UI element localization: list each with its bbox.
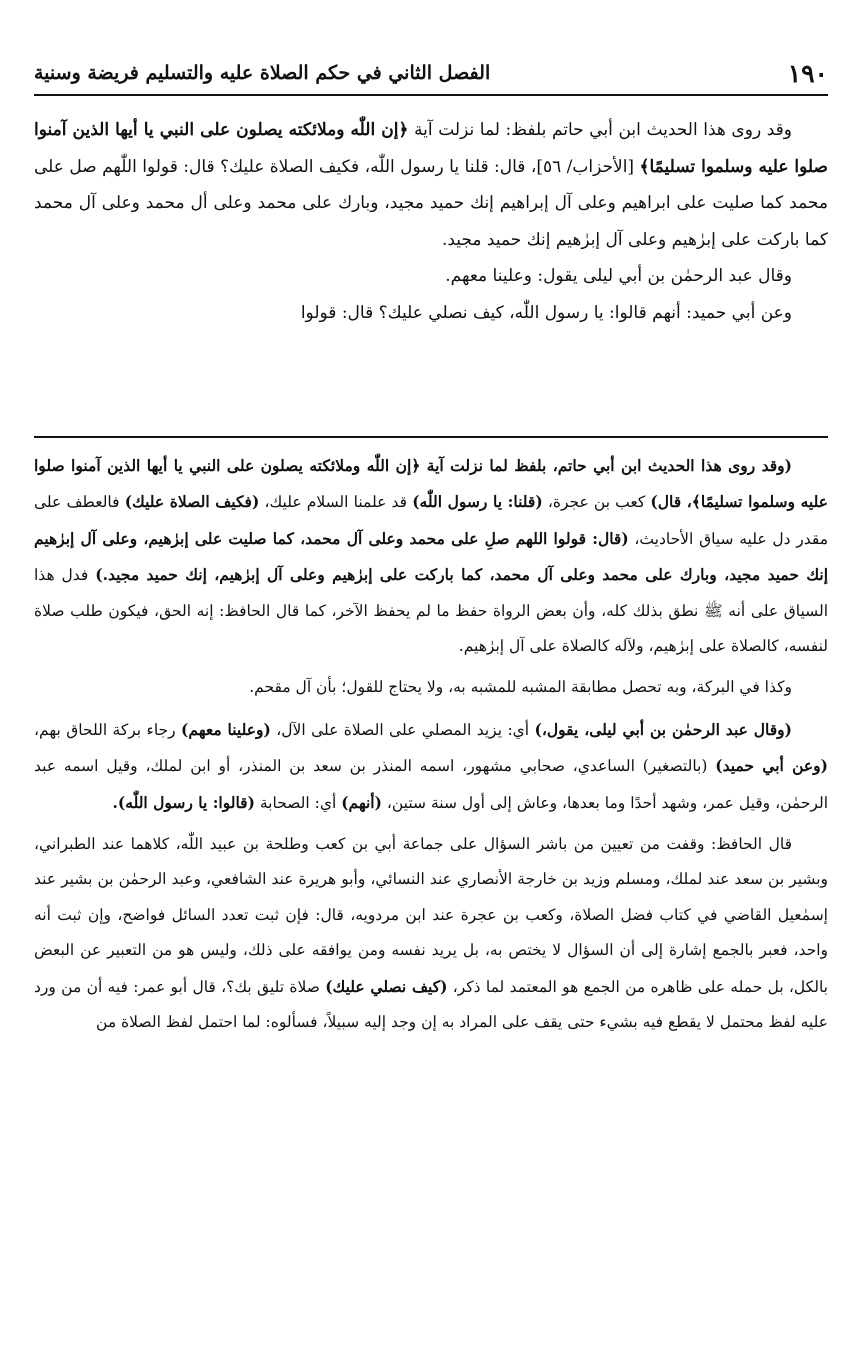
quoted-matn: (قال: قولوا اللهم صلِ على محمد وعلى آل محمد، كما صليت على إبرٰهيم، وعلى آل إبرٰهيم إنك حميد مجيد، وبارك على محمد وعلى آل محمد، كما باركت على إبرٰهيم وعلى آل إبرٰهيم، إنك حميد مجيد.) [34,528,829,585]
quoted-matn: (قالوا: يا رسول اللّٰه). [112,792,255,812]
quran-verse: ﴿إن اللّٰه وملائكته يصلون على النبي يا أيها الذين آمنوا صلوا عليه وسلموا تسليمًا﴾ [34,120,828,177]
commentary-paragraph [34,448,828,664]
commentary-paragraph: وكذا في البركة، وبه تحصل مطابقة المشبه للمشبه به، ولا يحتاج للقول؛ بأن آل مقحم. [249,678,792,697]
quoted-matn: (وقد روى هذا الحديث ابن أبي حاتم، بلفظ لما نزلت آية ﴿إن اللّٰه وملائكته يصلون على النبي يا أيها الذين آمنوا صلوا عليه وسلموا تسليمًا﴾، قال) [34,456,828,512]
commentary-text-run: قال الحافظ: وقفت من تعيين من باشر السؤال على جماعة أبي بن كعب وطلحة بن عبيد اللّٰه، كلاهما عند الطبراني، وبشير بن سعد عند لملك، ومسلم وزيد بن خارجة الأنصاري عند النسائي، وأبو هريرة عند الشافعي، وعبد الرحمٰن بن بشير عند إسمٰعيل القاضي في كتاب فضل الصلاة، وكعب بن عجرة عند ابن مردويه، قال: فإن ثبت تعدد السائل فواضح، وإن ثبت أنه واحد، فعبر بالجمع إشارة إلى أن السؤال لا يختص به، بل يريد نفسه ومن يوافقه على ذلك، وليس هو من التعبير عن البعض بالكل، بل حمله على ظاهره من الجمع هو المعتمد لما ذكر، [34,835,828,996]
matn-text: وقد روى هذا الحديث ابن أبي حاتم بلفظ: لما نزلت آية [408,120,792,140]
quoted-matn: (كيف نصلي عليك) [325,976,448,996]
quoted-matn: (وقال عبد الرحمٰن بن أبي ليلى، يقول،) [534,719,792,739]
commentary-text-run: فالعطف على مقدر دل عليه سياق الأحاديث، [34,493,829,548]
commentary-text-run: أي: الصحابة [254,793,342,812]
quoted-matn: (قلنا: يا رسول اللّٰه) [412,492,543,512]
commentary-text-run: (بالتصغير) الساعدي، صحابي مشهور، اسمه المنذر بن سعد بن المنذر، أو ابن لملك، وقيل اسمه عبد الرحمٰن، وقيل عمر، وشهد أحدًا وما بعدها، وعاش إلى أول سنة ستين، [34,757,828,812]
quoted-matn: (أنهم) [341,792,382,812]
commentary-text-run: رجاء بركة اللحاق بهم، [34,720,182,739]
commentary-text-run: كعب بن عجرة، [542,493,651,512]
quoted-matn: (فكيف الصلاة عليك) [124,492,260,512]
quoted-matn: (وعلينا معهم) [181,719,271,739]
separator-line [34,436,828,438]
commentary-text-run: صلاة تليق بك؟، قال أبو عمر: فيه أن من ورد عليه لفظ محتمل لا يقطع فيه بشيء حتى يقف على المراد به إن وجد إليه سبيلاً، فسألوه: لما احتمل لفظ الصلاة من [34,977,828,1032]
main-text [34,112,828,331]
commentary-text-run: أي: يزيد المصلي على الصلاة على الآل، [270,720,535,739]
page-number: ١٩٠ [787,58,828,88]
commentary-paragraph [34,827,828,1040]
commentary-paragraph [34,712,828,821]
chapter-title: الفصل الثاني في حكم الصلاة عليه والتسليم فريضة وسنية [34,62,491,84]
page-header [34,52,828,96]
commentary-text-run: قد علمنا السلام عليك، [259,493,413,512]
matn-paragraph [34,112,828,258]
commentary-text-run: فدل هذا السياق على أنه ﷺ نطق بذلك كله، وأن بعض الرواة حفظ ما لم يحفظ الآخر، كما قال الحافظ: إنه الحق، فيكون طلب صلاة لنفسه، كالصلاة على إبرٰهيم، ولآله كالصلاة على آل إبرٰهيم. [34,566,828,656]
matn-paragraph: وعن أبي حميد: أنهم قالوا: يا رسول اللّٰه، كيف نصلي عليك؟ قال: قولوا [300,302,792,323]
matn-paragraph: وقال عبد الرحمٰن بن أبي ليلى يقول: وعلينا معهم. [445,266,792,286]
quoted-matn: (وعن أبي حميد) [715,756,828,776]
matn-text: [الأحزاب/ ٥٦]، قال: قلنا يا رسول اللّٰه، فكيف الصلاة عليك؟ قال: قولوا اللّٰهم صل على محمد كما صليت على ابراهيم وعلى آل إبراهيم إنك حميد مجيد، وبارك على محمد وعلى أل محمد وعلى آل محمد كما باركت على إبرٰهيم وعلى آل إبرٰهيم إنك حميد مجيد. [34,156,828,250]
commentary-text [34,448,828,1041]
